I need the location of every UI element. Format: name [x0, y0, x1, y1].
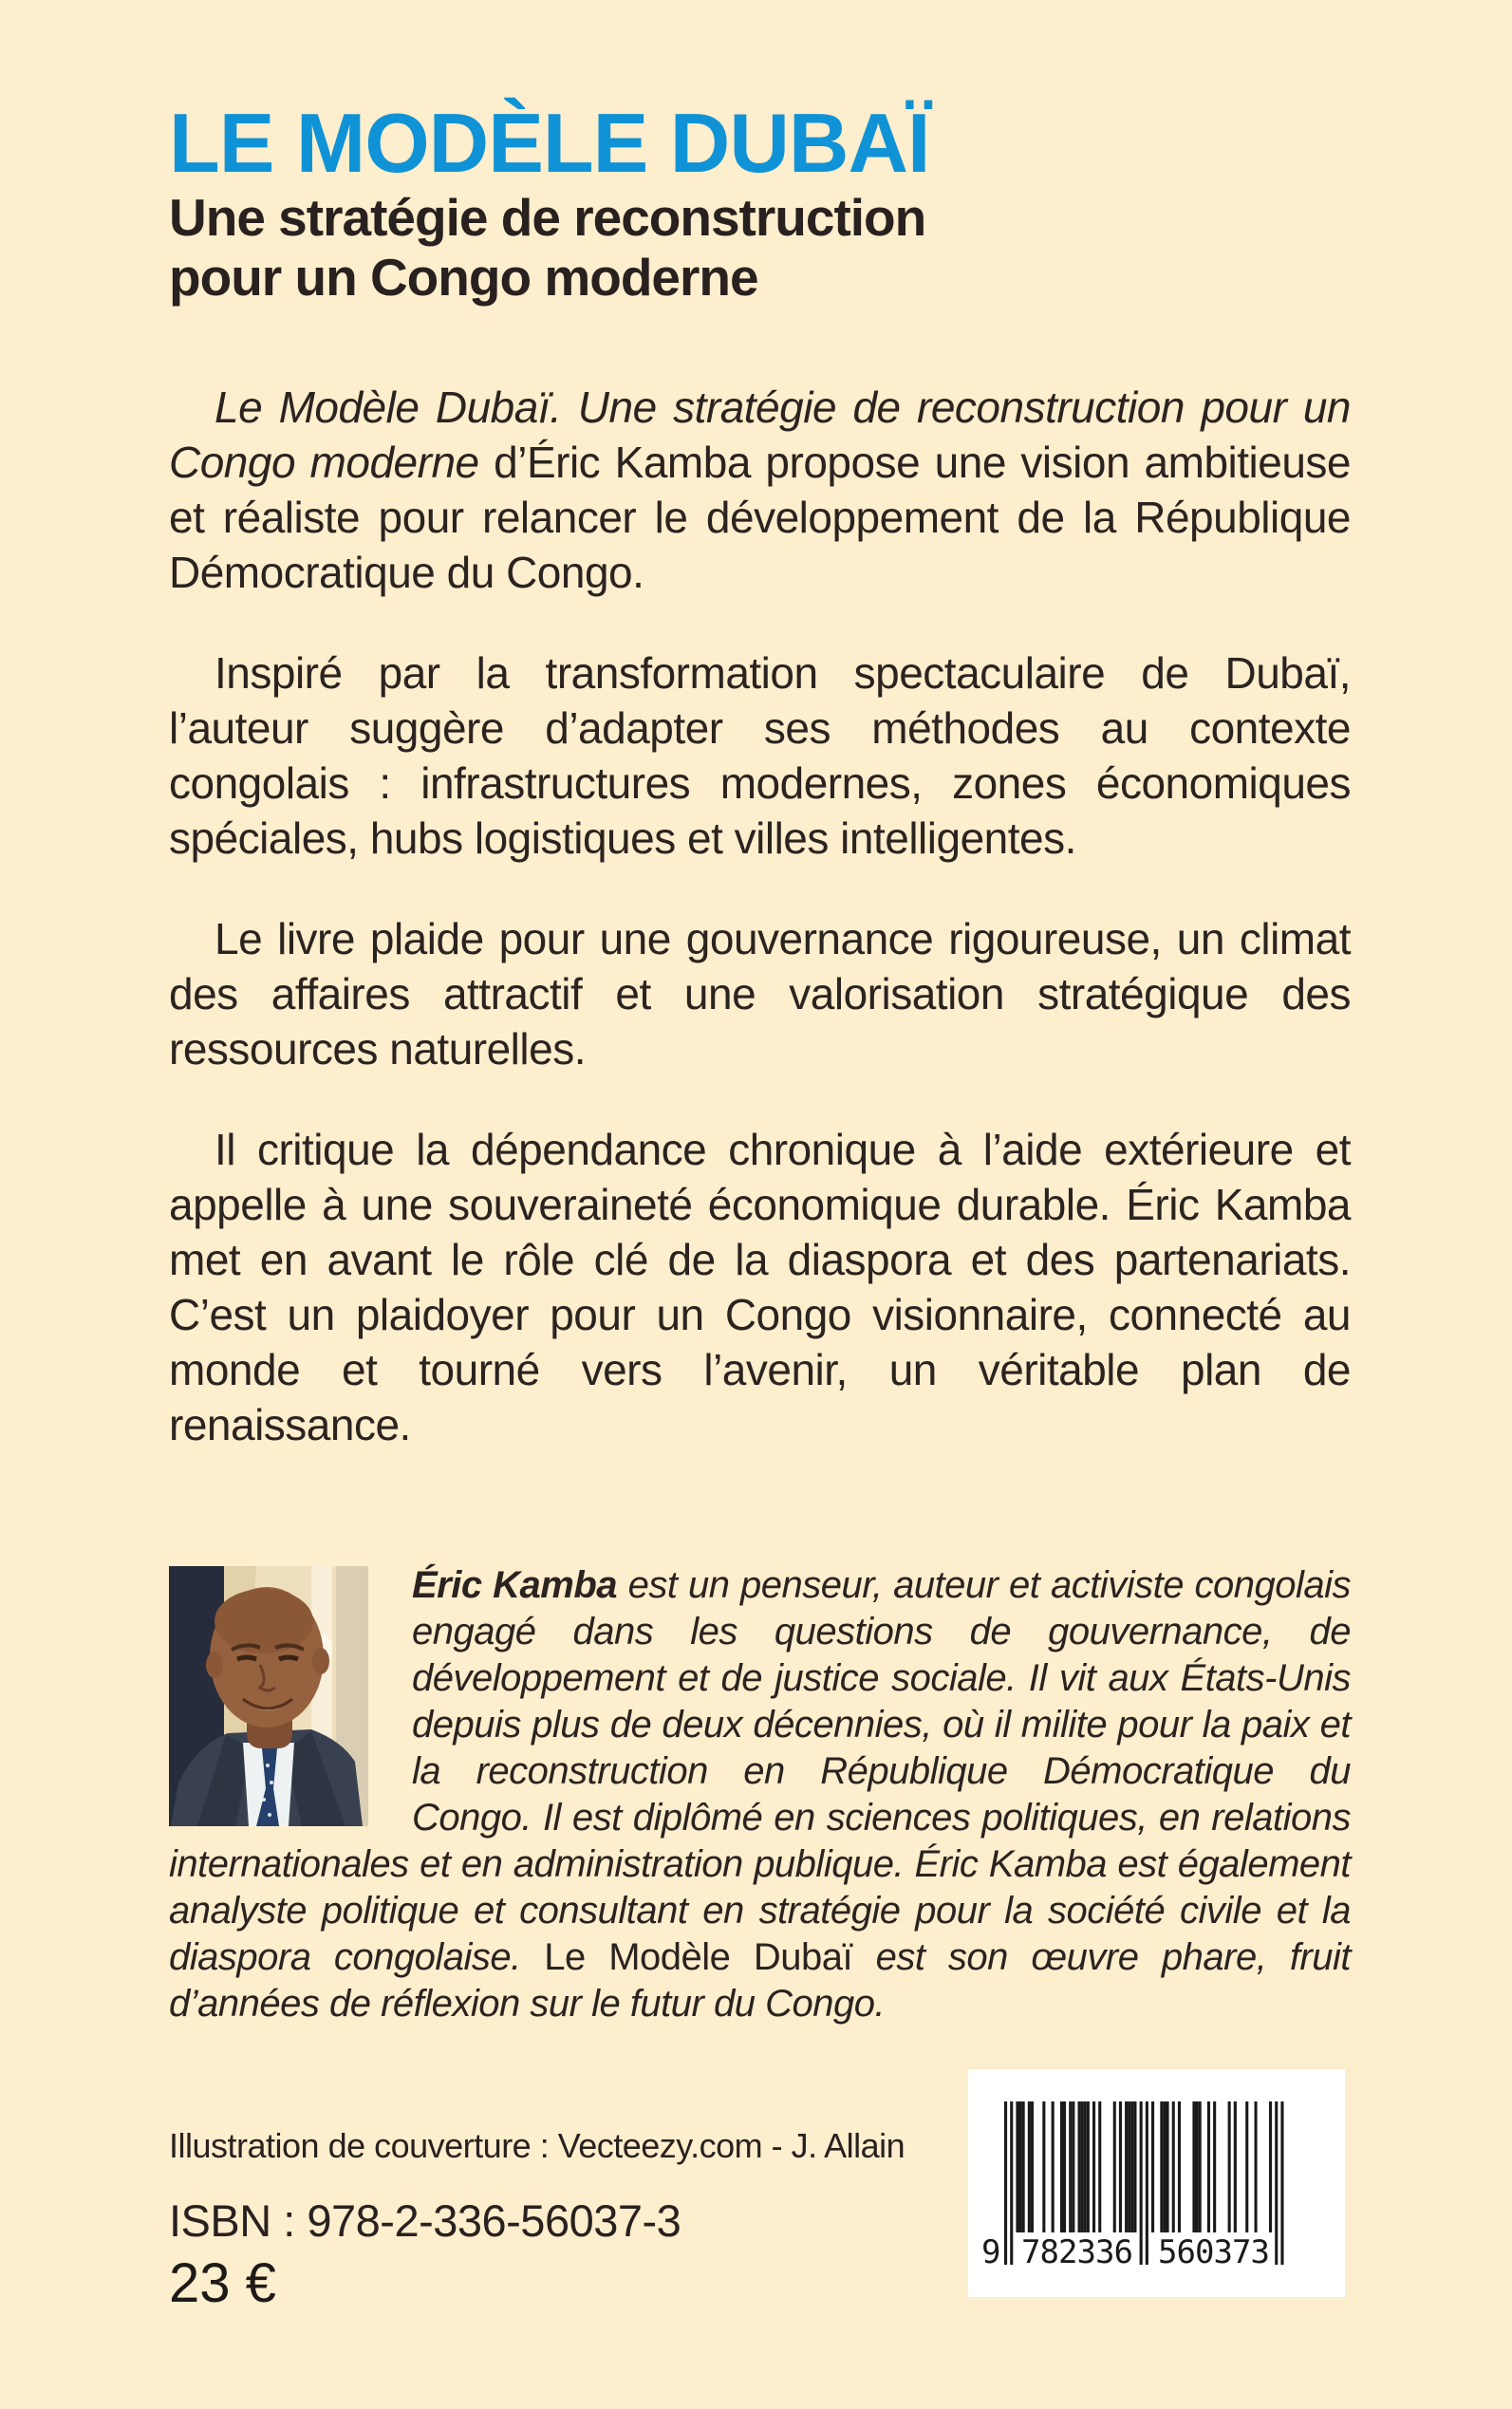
barcode: [968, 2069, 1345, 2297]
synopsis-paragraph-3: Le livre plaide pour une gouvernance rigoureuse, un climat des affaires attractif et une valorisation stratégique des ressources naturelles.: [169, 914, 1351, 1074]
synopsis-paragraph-2: Inspiré par la transformation spectaculaire de Dubaï, l’auteur suggère d’adapter ses méthodes au contexte congolais : infrastructures modernes, zones économiques spéciales, hubs logistiques et villes intelligentes.: [169, 648, 1351, 863]
synopsis: [169, 380, 1351, 1498]
synopsis-paragraph-1-text: d’Éric Kamba propose une vision ambitieuse et réaliste pour relancer le développement de la République Démocratique du Congo.: [169, 438, 1351, 597]
price: 23 €: [169, 2252, 276, 2314]
bio-book-title: Le Modèle Dubaï: [544, 1936, 853, 1978]
subtitle-line-2: pour un Congo moderne: [169, 248, 758, 307]
svg-text:9: 9: [981, 2233, 1001, 2271]
author-bio: [169, 1562, 1351, 2027]
author-name: Éric Kamba: [412, 1564, 618, 1606]
synopsis-paragraph-4: Il critique la dépendance chronique à l’aide extérieure et appelle à une souveraineté économique durable. Éric Kamba met en avant le rôle clé de la diaspora et des partenariats. C’est un plaidoyer pour un Congo visionnaire, connecté au monde et tourné vers l’avenir, un véritable plan de renaissance.: [169, 1125, 1351, 1449]
barcode-bars: [968, 2069, 1345, 2297]
book-subtitle: [169, 188, 925, 308]
subtitle-line-1: Une stratégie de reconstruction: [169, 188, 926, 247]
svg-text:560373: 560373: [1158, 2233, 1270, 2271]
synopsis-paragraph-1: [169, 380, 1351, 600]
book-title: LE MODÈLE DUBAÏ: [169, 96, 930, 190]
bio-text-1: est un penseur, auteur et activiste congolais engagé dans les questions de gouvernance, de développement et de justice sociale. Il vit aux États-Unis depuis plus de deux décennies, où il milite pour la paix et la reconstruction en République Démocratique du Congo. Il est diplômé en sciences politiques, en relations internationales et en administration publique. Éric Kamba est également analyste politique et consultant en stratégie pour la société civile et la diaspora congolaise.: [169, 1564, 1351, 1978]
book-title-reference: Le Modèle Dubaï. Une stratégie de reconstruction pour un Congo moderne: [169, 383, 1351, 487]
svg-text:782336: 782336: [1021, 2233, 1133, 2271]
isbn-number: ISBN : 978-2-336-56037-3: [169, 2195, 681, 2246]
cover-illustration-credit: Illustration de couverture : Vecteezy.com - J. Allain: [169, 2126, 905, 2165]
bio-text-2: est son œuvre phare, fruit d’années de réflexion sur le futur du Congo.: [169, 1936, 1351, 2025]
author-photo: [169, 1566, 368, 1826]
